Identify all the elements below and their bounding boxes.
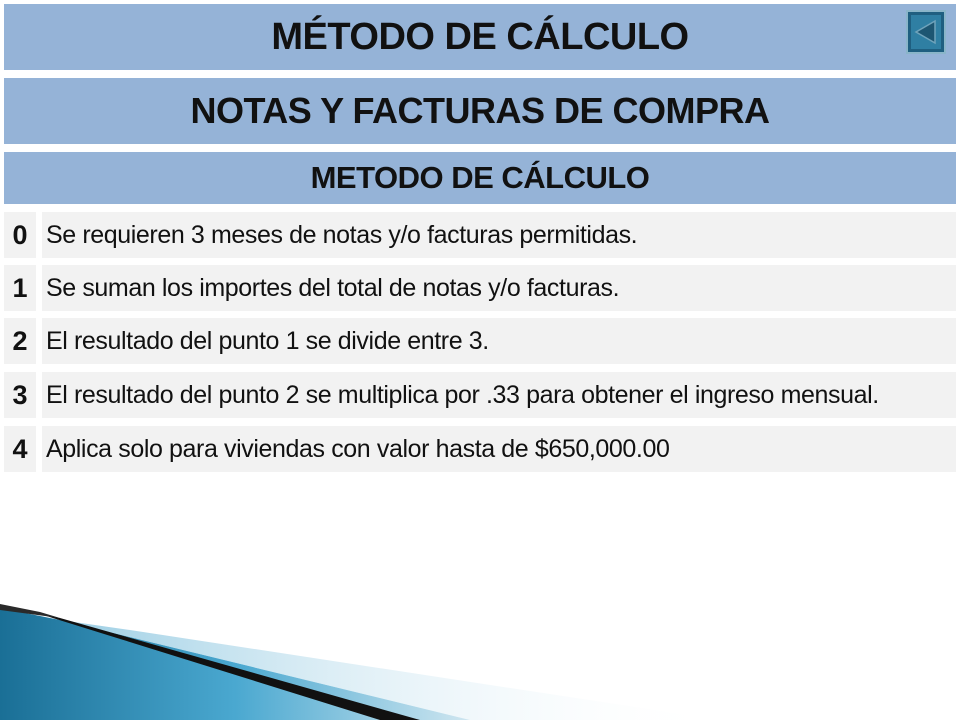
back-button[interactable] [906,10,946,54]
step-row [4,318,956,364]
page-subtitle: NOTAS Y FACTURAS DE COMPRA [190,90,770,131]
step-row [4,372,956,418]
section-heading: METODO DE CÁLCULO [310,160,650,195]
step-number: 4 [4,426,36,472]
step-row [4,212,956,258]
step-number: 0 [4,212,36,258]
step-number: 3 [4,372,36,418]
subtitle-band [4,78,956,144]
page-title-band [4,4,956,70]
section-band [4,152,956,204]
step-row [4,426,956,472]
decorative-swoosh [0,590,720,720]
back-arrow-icon [913,19,939,45]
step-text: Se requieren 3 meses de notas y/o facturas permitidas. [42,212,956,258]
step-text: El resultado del punto 1 se divide entre 3. [42,318,956,364]
page-title: MÉTODO DE CÁLCULO [271,15,689,58]
step-number: 1 [4,265,36,311]
step-text: El resultado del punto 2 se multiplica por .33 para obtener el ingreso mensual. [42,372,956,418]
step-row [4,265,956,311]
step-number: 2 [4,318,36,364]
step-text: Se suman los importes del total de notas y/o facturas. [42,265,956,311]
step-text: Aplica solo para viviendas con valor hasta de $650,000.00 [42,426,956,472]
